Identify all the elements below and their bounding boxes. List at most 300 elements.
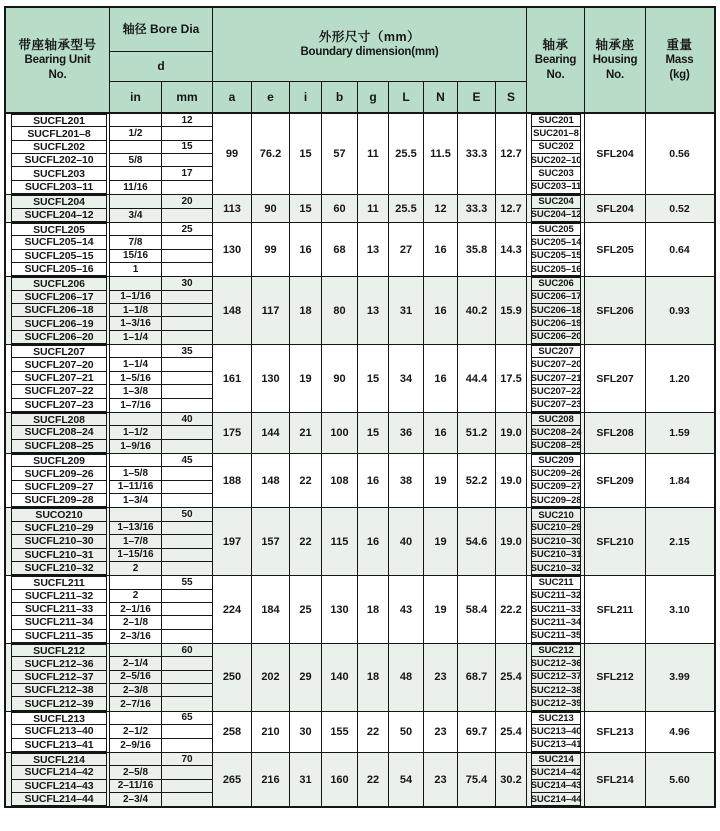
unit-cell-wrap bbox=[6, 358, 110, 371]
bearing-cell-wrap bbox=[527, 657, 585, 670]
bore-in-cell: 11/16 bbox=[110, 181, 162, 194]
bearing-no-cell: SUC214–42 bbox=[530, 766, 582, 778]
bore-in-cell: 1–1/8 bbox=[110, 304, 162, 317]
unit-cell-wrap bbox=[6, 725, 110, 738]
bearing-cell-wrap bbox=[527, 481, 585, 494]
bore-mm-cell bbox=[162, 385, 213, 398]
bearing-no-cell: SUC208–25 bbox=[530, 440, 582, 452]
dim-i-cell: 15 bbox=[290, 195, 322, 222]
unit-no-cell: SUCFL214–43 bbox=[11, 780, 107, 793]
bearing-cell-wrap bbox=[527, 372, 585, 385]
bearing-no-cell: SUC211–33 bbox=[530, 603, 582, 615]
unit-no-cell: SUCFL202 bbox=[11, 141, 107, 154]
bearing-no-cell: SUC203–11 bbox=[530, 181, 582, 193]
bore-mm-cell: 15 bbox=[162, 141, 213, 154]
housing-no-cell: SFL213 bbox=[585, 712, 646, 752]
unit-no-cell: SUCFL206 bbox=[11, 277, 107, 290]
dim-b-cell: 80 bbox=[322, 277, 358, 344]
bearing-cell-wrap bbox=[527, 413, 585, 426]
dim-i-cell: 21 bbox=[290, 413, 322, 453]
header-boundary-dimension bbox=[213, 8, 527, 82]
bearing-group bbox=[6, 345, 714, 413]
bearing-cell-wrap bbox=[527, 236, 585, 249]
bore-in-cell bbox=[110, 114, 162, 127]
bore-in-cell: 2–3/8 bbox=[110, 684, 162, 697]
bearing-no-cell: SUC207–22 bbox=[530, 385, 582, 397]
dim-E-cell: 68.7 bbox=[458, 644, 496, 711]
bearing-no-cell: SUC206–20 bbox=[530, 331, 582, 343]
bearing-no-cell: SUC206–17 bbox=[530, 291, 582, 303]
bore-in-cell: 2 bbox=[110, 590, 162, 603]
bearing-cell-wrap bbox=[527, 793, 585, 806]
unit-no-cell: SUCFL213–40 bbox=[11, 725, 107, 738]
bearing-group bbox=[6, 454, 714, 508]
unit-no-cell: SUCFL205–14 bbox=[11, 236, 107, 249]
unit-no-cell: SUCFL203–11 bbox=[11, 181, 107, 194]
bore-in-cell bbox=[110, 345, 162, 358]
unit-cell-wrap bbox=[6, 494, 110, 507]
bearing-cell-wrap bbox=[527, 522, 585, 535]
housing-no-cell: SFL212 bbox=[585, 644, 646, 711]
bearing-no-cell: SUC211–32 bbox=[530, 590, 582, 602]
bearing-cell-wrap bbox=[527, 508, 585, 521]
dim-a-cell: 161 bbox=[213, 345, 252, 412]
bearing-cell-wrap bbox=[527, 358, 585, 371]
bore-mm-cell: 45 bbox=[162, 454, 213, 467]
unit-no-cell: SUCFL213 bbox=[11, 712, 107, 725]
unit-no-cell: SUCFL206–19 bbox=[11, 317, 107, 330]
dim-L-cell: 34 bbox=[389, 345, 424, 412]
unit-no-cell: SUCFL204–12 bbox=[11, 209, 107, 222]
unit-cell-wrap bbox=[6, 114, 110, 127]
dim-i-cell: 18 bbox=[290, 277, 322, 344]
unit-cell-wrap bbox=[6, 263, 110, 276]
bearing-cell-wrap bbox=[527, 616, 585, 629]
mass-cell: 2.15 bbox=[669, 535, 690, 548]
header-dim-a: a bbox=[213, 82, 252, 112]
header-dim-b: b bbox=[322, 82, 358, 112]
bore-mm-cell: 20 bbox=[162, 195, 213, 208]
bore-in-cell: 1 bbox=[110, 263, 162, 276]
unit-no-cell: SUCFL209–26 bbox=[11, 467, 107, 480]
unit-cell-wrap bbox=[6, 399, 110, 412]
bearing-no-cell: SUC210–29 bbox=[530, 522, 582, 534]
unit-cell-wrap bbox=[6, 481, 110, 494]
bearing-no-cell: SUC205–14 bbox=[530, 236, 582, 248]
unit-no-cell: SUCFL209–27 bbox=[11, 481, 107, 494]
bore-in-cell: 5/8 bbox=[110, 154, 162, 167]
bearing-no-cell: SUC207–20 bbox=[530, 359, 582, 371]
bore-in-cell bbox=[110, 223, 162, 236]
dim-g-cell: 18 bbox=[358, 644, 389, 711]
dim-b-cell: 115 bbox=[322, 508, 358, 575]
unit-cell-wrap bbox=[6, 549, 110, 562]
bore-mm-cell bbox=[162, 739, 213, 752]
unit-cell-wrap bbox=[6, 141, 110, 154]
bearing-cell-wrap bbox=[527, 195, 585, 208]
bore-in-cell: 3/4 bbox=[110, 209, 162, 222]
bore-in-cell bbox=[110, 195, 162, 208]
unit-no-cell: SUCFL201–8 bbox=[11, 127, 107, 140]
header-bearing-unit-en1: Bearing Unit bbox=[24, 53, 91, 66]
bore-in-cell: 1–7/8 bbox=[110, 535, 162, 548]
bearing-no-cell: SUC213 bbox=[531, 712, 581, 725]
bearing-cell-wrap bbox=[527, 780, 585, 793]
header-bearing-unit-zh: 带座轴承型号 bbox=[18, 37, 97, 52]
bearing-cell-wrap bbox=[527, 549, 585, 562]
unit-cell-wrap bbox=[6, 250, 110, 263]
bore-mm-cell bbox=[162, 250, 213, 263]
unit-cell-wrap bbox=[6, 467, 110, 480]
bearing-group bbox=[6, 114, 714, 195]
dim-a-cell: 99 bbox=[213, 114, 252, 194]
dim-e-cell: 99 bbox=[252, 223, 290, 276]
bore-mm-cell: 60 bbox=[162, 644, 213, 657]
dim-a-cell: 265 bbox=[213, 753, 252, 806]
mass-cell: 5.60 bbox=[669, 773, 690, 786]
bore-in-cell bbox=[110, 644, 162, 657]
bearing-no-cell: SUC208–24 bbox=[530, 426, 582, 438]
bore-mm-cell bbox=[162, 236, 213, 249]
bearing-cell-wrap bbox=[527, 426, 585, 439]
dim-b-cell: 100 bbox=[322, 413, 358, 453]
unit-cell-wrap bbox=[6, 167, 110, 180]
bearing-cell-wrap bbox=[527, 753, 585, 766]
bearing-no-cell: SUC213–41 bbox=[530, 739, 582, 751]
bearing-cell-wrap bbox=[527, 440, 585, 453]
bore-in-cell: 1–5/8 bbox=[110, 467, 162, 480]
unit-cell-wrap bbox=[6, 753, 110, 766]
bearing-no-cell: SUC204 bbox=[531, 195, 581, 208]
header-boundary-en: Boundary dimension(mm) bbox=[300, 45, 439, 58]
bearing-spec-table bbox=[4, 6, 716, 808]
unit-no-cell: SUCFL205–16 bbox=[11, 263, 107, 276]
bore-in-cell: 2–1/8 bbox=[110, 616, 162, 629]
dim-e-cell: 210 bbox=[252, 712, 290, 752]
mass-cell: 1.84 bbox=[669, 474, 690, 487]
bore-mm-cell bbox=[162, 440, 213, 453]
unit-cell-wrap bbox=[6, 616, 110, 629]
header-dim-e: e bbox=[252, 82, 290, 112]
dim-g-cell: 15 bbox=[358, 345, 389, 412]
dim-E-cell: 35.8 bbox=[458, 223, 496, 276]
bearing-no-cell: SUC205–15 bbox=[530, 250, 582, 262]
bearing-cell-wrap bbox=[527, 263, 585, 276]
header-bore-d: d bbox=[110, 52, 213, 82]
dim-a-cell: 188 bbox=[213, 454, 252, 507]
bearing-cell-wrap bbox=[527, 630, 585, 643]
bearing-no-cell: SUC209–27 bbox=[530, 481, 582, 493]
bore-mm-cell bbox=[162, 590, 213, 603]
bore-in-cell: 1–1/16 bbox=[110, 291, 162, 304]
dim-g-cell: 15 bbox=[358, 413, 389, 453]
unit-no-cell: SUCFL214–44 bbox=[11, 793, 107, 806]
dim-g-cell: 11 bbox=[358, 195, 389, 222]
bearing-group bbox=[6, 508, 714, 576]
dim-a-cell: 197 bbox=[213, 508, 252, 575]
header-bearing-unit-no bbox=[6, 8, 110, 112]
unit-cell-wrap bbox=[6, 562, 110, 575]
unit-cell-wrap bbox=[6, 304, 110, 317]
bearing-no-cell: SUC208 bbox=[531, 413, 581, 426]
header-mass-kg bbox=[646, 8, 713, 112]
unit-cell-wrap bbox=[6, 331, 110, 344]
dim-N-cell: 11.5 bbox=[424, 114, 458, 194]
bearing-cell-wrap bbox=[527, 467, 585, 480]
bearing-group bbox=[6, 413, 714, 454]
bearing-no-cell: SUC201 bbox=[531, 114, 581, 127]
bearing-no-cell: SUC211–34 bbox=[530, 616, 582, 628]
bearing-cell-wrap bbox=[527, 535, 585, 548]
dim-i-cell: 29 bbox=[290, 644, 322, 711]
unit-cell-wrap bbox=[6, 440, 110, 453]
bore-in-cell: 2–1/2 bbox=[110, 725, 162, 738]
bearing-group bbox=[6, 277, 714, 345]
header-dim-g: g bbox=[358, 82, 389, 112]
bearing-cell-wrap bbox=[527, 399, 585, 412]
dim-S-cell: 25.4 bbox=[496, 712, 527, 752]
dim-N-cell: 16 bbox=[424, 223, 458, 276]
housing-no-cell: SFL204 bbox=[585, 114, 646, 194]
dim-e-cell: 130 bbox=[252, 345, 290, 412]
dim-N-cell: 23 bbox=[424, 753, 458, 806]
dim-i-cell: 25 bbox=[290, 576, 322, 643]
unit-no-cell: SUCFL207 bbox=[11, 345, 107, 358]
unit-no-cell: SUCFL208 bbox=[11, 413, 107, 426]
bearing-no-cell: SUC201–8 bbox=[531, 127, 581, 140]
header-mass-zh: 重量 bbox=[666, 37, 693, 52]
dim-g-cell: 22 bbox=[358, 712, 389, 752]
dim-L-cell: 25.5 bbox=[389, 114, 424, 194]
dim-N-cell: 16 bbox=[424, 277, 458, 344]
bore-mm-cell bbox=[162, 522, 213, 535]
housing-no-cell: SFL211 bbox=[585, 576, 646, 643]
bearing-no-cell: SUC214–44 bbox=[530, 793, 582, 805]
bearing-no-cell: SUC211 bbox=[531, 576, 581, 589]
bore-mm-cell bbox=[162, 562, 213, 575]
dim-E-cell: 54.6 bbox=[458, 508, 496, 575]
bore-in-cell: 7/8 bbox=[110, 236, 162, 249]
bore-in-cell bbox=[110, 413, 162, 426]
bearing-cell-wrap bbox=[527, 494, 585, 507]
bearing-group bbox=[6, 644, 714, 712]
mass-cell: 1.59 bbox=[669, 426, 690, 439]
housing-no-cell: SFL210 bbox=[585, 508, 646, 575]
bearing-cell-wrap bbox=[527, 317, 585, 330]
dim-g-cell: 13 bbox=[358, 277, 389, 344]
bearing-no-cell: SUC212–36 bbox=[530, 658, 582, 670]
bore-mm-cell bbox=[162, 793, 213, 806]
bearing-group bbox=[6, 753, 714, 806]
bearing-no-cell: SUC212 bbox=[531, 644, 581, 657]
unit-no-cell: SUCFL212–37 bbox=[11, 671, 107, 684]
unit-cell-wrap bbox=[6, 657, 110, 670]
dim-i-cell: 19 bbox=[290, 345, 322, 412]
unit-no-cell: SUCFL211–35 bbox=[11, 630, 107, 643]
unit-cell-wrap bbox=[6, 127, 110, 140]
bearing-no-cell: SUC206 bbox=[531, 277, 581, 290]
bore-mm-cell bbox=[162, 209, 213, 222]
bore-in-cell bbox=[110, 167, 162, 180]
dim-E-cell: 44.4 bbox=[458, 345, 496, 412]
header-dim-L: L bbox=[389, 82, 424, 112]
unit-cell-wrap bbox=[6, 454, 110, 467]
dim-N-cell: 16 bbox=[424, 413, 458, 453]
dim-S-cell: 17.5 bbox=[496, 345, 527, 412]
bore-in-cell: 1–9/16 bbox=[110, 440, 162, 453]
bearing-cell-wrap bbox=[527, 454, 585, 467]
dim-b-cell: 130 bbox=[322, 576, 358, 643]
bore-in-cell: 2 bbox=[110, 562, 162, 575]
dim-L-cell: 31 bbox=[389, 277, 424, 344]
bore-in-cell: 2–1/4 bbox=[110, 657, 162, 670]
bore-in-cell: 1–15/16 bbox=[110, 549, 162, 562]
dim-L-cell: 27 bbox=[389, 223, 424, 276]
housing-no-cell: SFL204 bbox=[585, 195, 646, 222]
bearing-cell-wrap bbox=[527, 114, 585, 127]
table-header bbox=[6, 8, 714, 114]
dim-S-cell: 25.4 bbox=[496, 644, 527, 711]
dim-N-cell: 23 bbox=[424, 712, 458, 752]
bearing-cell-wrap bbox=[527, 644, 585, 657]
bore-in-cell: 2–9/16 bbox=[110, 739, 162, 752]
bore-mm-cell bbox=[162, 263, 213, 276]
bore-mm-cell bbox=[162, 671, 213, 684]
bore-mm-cell bbox=[162, 181, 213, 194]
bearing-no-cell: SUC206–18 bbox=[530, 304, 582, 316]
bore-mm-cell bbox=[162, 780, 213, 793]
bore-mm-cell: 55 bbox=[162, 576, 213, 589]
header-mass-en1: Mass bbox=[665, 53, 694, 66]
unit-cell-wrap bbox=[6, 277, 110, 290]
unit-no-cell: SUCFL210–30 bbox=[11, 535, 107, 548]
unit-no-cell: SUCFL209–28 bbox=[11, 494, 107, 507]
unit-cell-wrap bbox=[6, 535, 110, 548]
dim-b-cell: 108 bbox=[322, 454, 358, 507]
bore-mm-cell bbox=[162, 467, 213, 480]
dim-e-cell: 184 bbox=[252, 576, 290, 643]
unit-cell-wrap bbox=[6, 426, 110, 439]
unit-cell-wrap bbox=[6, 576, 110, 589]
dim-i-cell: 31 bbox=[290, 753, 322, 806]
bore-mm-cell bbox=[162, 725, 213, 738]
dim-S-cell: 30.2 bbox=[496, 753, 527, 806]
bore-mm-cell bbox=[162, 304, 213, 317]
bore-in-cell: 2–7/16 bbox=[110, 697, 162, 710]
unit-cell-wrap bbox=[6, 154, 110, 167]
table-body bbox=[6, 114, 714, 806]
dim-L-cell: 40 bbox=[389, 508, 424, 575]
bearing-no-cell: SUC202–10 bbox=[530, 154, 582, 166]
unit-no-cell: SUCFL203 bbox=[11, 167, 107, 180]
bearing-no-cell: SUC210 bbox=[531, 508, 581, 521]
bore-mm-cell bbox=[162, 127, 213, 140]
unit-no-cell: SUCFL210–32 bbox=[11, 562, 107, 575]
bearing-no-cell: SUC204–12 bbox=[530, 209, 582, 221]
housing-no-cell: SFL206 bbox=[585, 277, 646, 344]
bore-in-cell: 1–11/16 bbox=[110, 481, 162, 494]
bearing-no-cell: SUC207–23 bbox=[530, 399, 582, 411]
unit-no-cell: SUCFL206–17 bbox=[11, 291, 107, 304]
mass-cell: 4.96 bbox=[669, 725, 690, 738]
bearing-cell-wrap bbox=[527, 181, 585, 194]
dim-L-cell: 36 bbox=[389, 413, 424, 453]
unit-cell-wrap bbox=[6, 209, 110, 222]
dim-L-cell: 54 bbox=[389, 753, 424, 806]
header-housing-en2: No. bbox=[606, 68, 624, 81]
bore-mm-cell bbox=[162, 766, 213, 779]
header-bore-in: in bbox=[110, 82, 162, 112]
bore-mm-cell bbox=[162, 291, 213, 304]
mass-cell: 3.99 bbox=[669, 671, 690, 684]
dim-N-cell: 12 bbox=[424, 195, 458, 222]
bore-mm-cell: 25 bbox=[162, 223, 213, 236]
bore-mm-cell bbox=[162, 494, 213, 507]
housing-no-cell: SFL209 bbox=[585, 454, 646, 507]
dim-b-cell: 90 bbox=[322, 345, 358, 412]
bearing-cell-wrap bbox=[527, 603, 585, 616]
dim-S-cell: 14.3 bbox=[496, 223, 527, 276]
bore-in-cell bbox=[110, 141, 162, 154]
bore-mm-cell bbox=[162, 481, 213, 494]
bearing-cell-wrap bbox=[527, 385, 585, 398]
bearing-no-cell: SUC209–28 bbox=[530, 494, 582, 506]
bearing-no-cell: SUC209–26 bbox=[530, 468, 582, 480]
bore-in-cell bbox=[110, 508, 162, 521]
unit-no-cell: SUCFL205–15 bbox=[11, 250, 107, 263]
mass-cell: 1.20 bbox=[669, 372, 690, 385]
dim-N-cell: 19 bbox=[424, 508, 458, 575]
bearing-no-cell: SUC207 bbox=[531, 345, 581, 358]
dim-N-cell: 16 bbox=[424, 345, 458, 412]
dim-i-cell: 15 bbox=[290, 114, 322, 194]
header-dim-i: i bbox=[290, 82, 322, 112]
bore-mm-cell bbox=[162, 630, 213, 643]
bearing-no-cell: SUC209 bbox=[531, 454, 581, 467]
header-bearing-en1: Bearing bbox=[534, 53, 577, 66]
dim-N-cell: 19 bbox=[424, 454, 458, 507]
bearing-no-cell: SUC213–40 bbox=[530, 725, 582, 737]
bearing-group bbox=[6, 712, 714, 753]
bore-mm-cell: 70 bbox=[162, 753, 213, 766]
dim-g-cell: 11 bbox=[358, 114, 389, 194]
bearing-group bbox=[6, 195, 714, 223]
bore-in-cell: 1–13/16 bbox=[110, 522, 162, 535]
bore-in-cell: 1/2 bbox=[110, 127, 162, 140]
dim-L-cell: 48 bbox=[389, 644, 424, 711]
bore-mm-cell: 12 bbox=[162, 114, 213, 127]
bore-mm-cell bbox=[162, 317, 213, 330]
bore-mm-cell: 50 bbox=[162, 508, 213, 521]
dim-L-cell: 38 bbox=[389, 454, 424, 507]
bearing-no-cell: SUC210–31 bbox=[530, 549, 582, 561]
dim-g-cell: 13 bbox=[358, 223, 389, 276]
unit-cell-wrap bbox=[6, 739, 110, 752]
unit-cell-wrap bbox=[6, 181, 110, 194]
header-mass-en2: (kg) bbox=[669, 68, 690, 81]
bore-in-cell: 2–1/16 bbox=[110, 603, 162, 616]
bearing-cell-wrap bbox=[527, 154, 585, 167]
unit-cell-wrap bbox=[6, 385, 110, 398]
unit-cell-wrap bbox=[6, 317, 110, 330]
dim-a-cell: 175 bbox=[213, 413, 252, 453]
mass-cell: 0.52 bbox=[669, 202, 690, 215]
bearing-no-cell: SUC210–32 bbox=[530, 562, 582, 574]
header-bearing-zh: 轴承 bbox=[542, 37, 569, 52]
dim-b-cell: 60 bbox=[322, 195, 358, 222]
unit-cell-wrap bbox=[6, 508, 110, 521]
bearing-cell-wrap bbox=[527, 739, 585, 752]
